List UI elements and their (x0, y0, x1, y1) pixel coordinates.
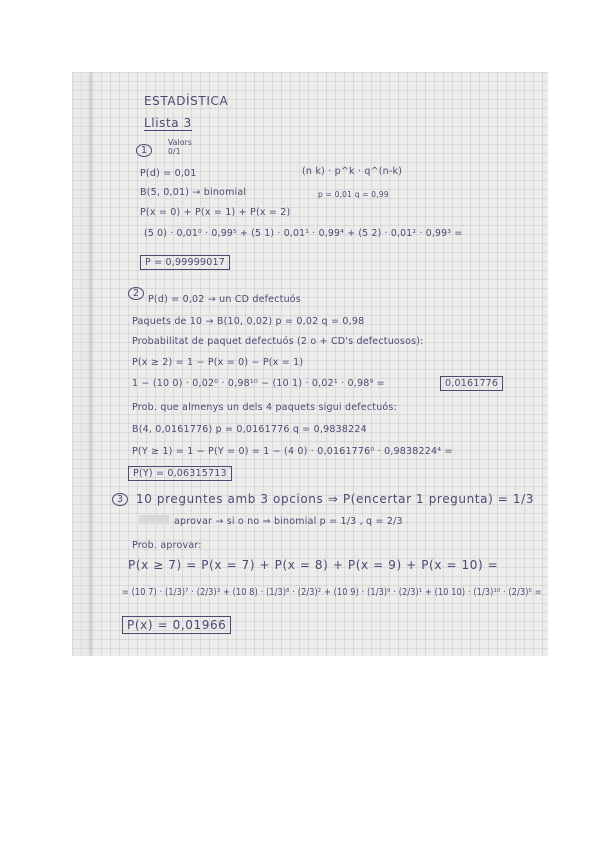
problem-1-header: Valors 0/1 (168, 138, 193, 156)
problem-2-result: P(Y) = 0,06315713 (128, 466, 232, 481)
problem-2-complement: P(x ≥ 2) = 1 − P(x = 0) − P(x = 1) (132, 357, 304, 368)
problem-2-packets: Paquets de 10 → B(10, 0,02) p = 0,02 q = 0,98 (132, 316, 365, 327)
problem-2-model: B(4, 0,0161776) p = 0,0161776 q = 0,9838224 (132, 424, 367, 435)
problem-1-sum: P(x = 0) + P(x = 1) + P(x = 2) (140, 207, 291, 218)
problem-3-approve: aprovar → si o no ⇒ binomial p = 1/3 , q = 2/3 (174, 516, 403, 527)
problem-2-calc: 1 − (10 0) · 0,02⁰ · 0,98¹⁰ − (10 1) · 0,02¹ · 0,98⁹ = (132, 378, 385, 389)
notebook-page (92, 72, 548, 656)
problem-2-pd: P(d) = 0,02 → un CD defectuós (148, 294, 301, 305)
problem-2-sentence: Prob. que almenys un dels 4 paquets sigui defectuós: (132, 402, 397, 413)
page-subtitle: Llista 3 (144, 116, 192, 130)
problem-1-result: P = 0,99999017 (140, 255, 230, 270)
problem-2-calc-result: 0,0161776 (440, 376, 503, 391)
problem-1-model: B(5, 0,01) → binomial (140, 187, 247, 198)
problem-3-result: P(x) = 0,01966 (122, 616, 231, 634)
redaction-sticker (139, 515, 169, 524)
page-title: ESTADÍSTICA (144, 94, 229, 108)
problem-3-label: Prob. aprovar: (132, 540, 202, 551)
problem-3-number: 3 (112, 493, 128, 506)
problem-3-expansion: = (10 7) · (1/3)⁷ · (2/3)³ + (10 8) · (1/3)⁸ · (2/3)² + (10 9) · (1/3)⁹ · (2/3)¹ + (10 10) · (1/3)¹⁰ · (2/3)⁰ = (122, 587, 542, 598)
problem-3-statement: 10 preguntes amb 3 opcions ⇒ P(encertar 1 pregunta) = 1/3 (136, 492, 534, 506)
problem-1-expansion: (5 0) · 0,01⁰ · 0,99⁵ + (5 1) · 0,01¹ · 0,99⁴ + (5 2) · 0,01² · 0,99³ = (144, 228, 463, 239)
problem-1-formula: (n k) · p^k · q^(n-k) (302, 166, 403, 177)
problem-1-params: p = 0,01 q = 0,99 (318, 190, 389, 199)
problem-2-number: 2 (128, 287, 144, 300)
problem-1-pd: P(d) = 0,01 (140, 168, 197, 179)
problem-2-calc2: P(Y ≥ 1) = 1 − P(Y = 0) = 1 − (4 0) · 0,0161776⁰ · 0,9838224⁴ = (132, 446, 453, 457)
notebook-photo (72, 72, 548, 656)
problem-2-definition: Probabilitat de paquet defectuós (2 o + CD's defectuosos): (132, 336, 424, 347)
problem-3-sum: P(x ≥ 7) = P(x = 7) + P(x = 8) + P(x = 9) + P(x = 10) = (128, 558, 499, 572)
problem-1-number: 1 (136, 144, 152, 157)
